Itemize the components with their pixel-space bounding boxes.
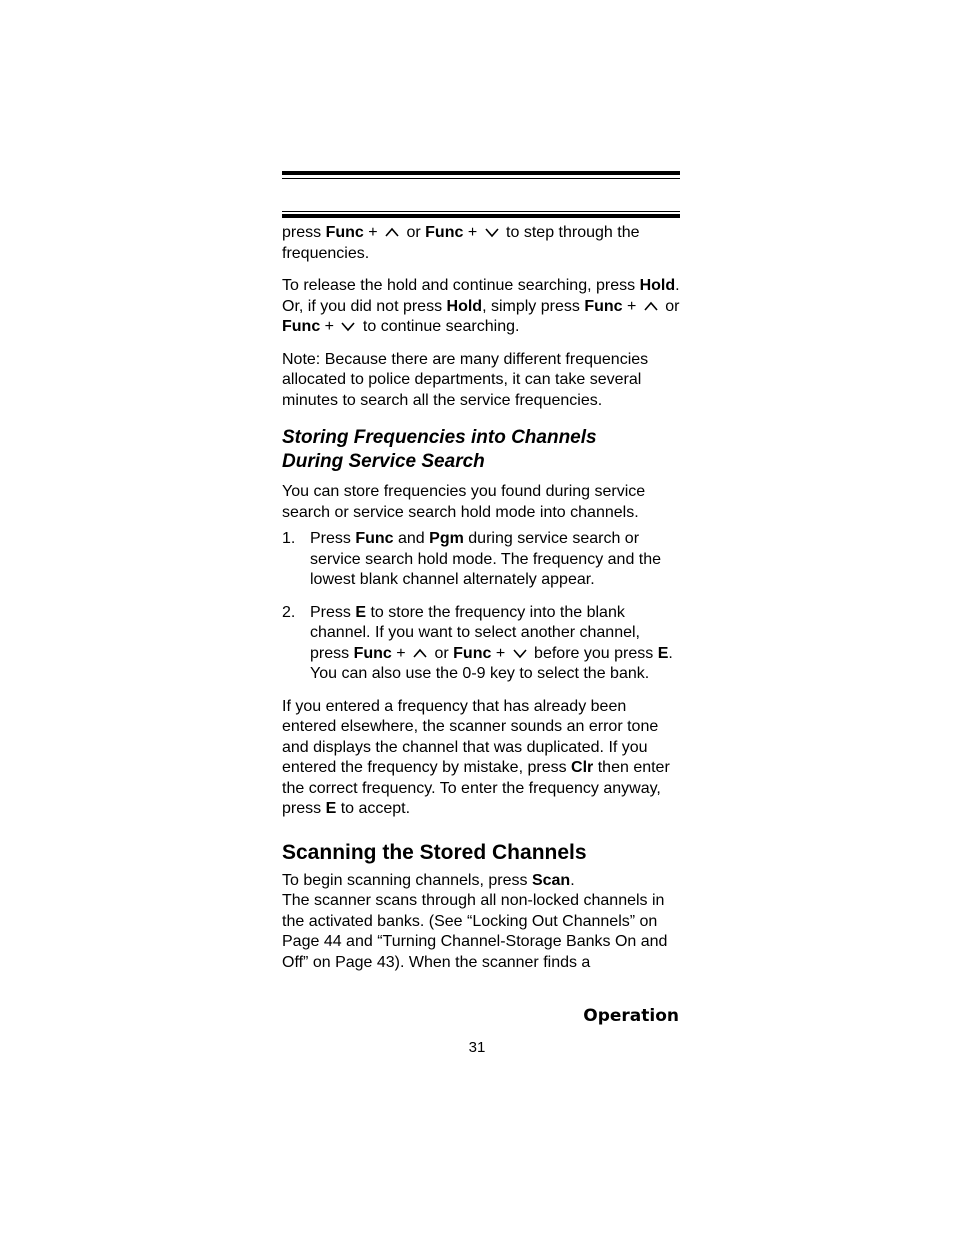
up-arrow-icon — [384, 226, 400, 238]
scan-instruction: To begin scanning channels, press Scan. — [282, 871, 575, 889]
header-rule-thin — [282, 211, 680, 212]
steps-list — [282, 529, 680, 685]
intro-paragraph: You can store frequencies you found during service search or service search hold mode into channels. — [282, 483, 646, 521]
up-arrow-icon — [412, 647, 428, 659]
up-arrow-icon — [643, 300, 659, 312]
header-rule-thick — [282, 214, 680, 218]
list-item: 1. Press Func and Pgm during service search or service search hold mode. The frequency and the lowest blank channel alternately appear. — [282, 530, 662, 588]
footer-section-label: Operation — [583, 1006, 679, 1026]
section-heading: Scanning the Stored Channels — [282, 840, 587, 864]
down-arrow-icon — [340, 320, 356, 332]
top-rule-thin — [282, 178, 680, 179]
paragraph-release-hold: To release the hold and continue searching, press Hold. Or, if you did not press Hold, simply press Func + or Func + to continue searching. — [282, 277, 680, 335]
subsection-heading: Storing Frequencies into Channels During Service Search — [282, 427, 597, 472]
paragraph-step-frequencies: press Func + or Func + to step through the frequencies. — [282, 224, 640, 262]
duplicate-frequency-paragraph: If you entered a frequency that has already been entered elsewhere, the scanner sounds an error tone and displays the channel that was duplicated. If you entered the frequency by mistake, press Clr then enter the correct frequency. To enter the frequency anyway, press E to accept. — [282, 697, 670, 817]
down-arrow-icon — [484, 226, 500, 238]
top-rule-thick — [282, 171, 680, 175]
scan-description: The scanner scans through all non-locked channels in the activated banks. (See “Locking Out Channels” on Page 44 and “Turning Channel-Storage Banks On and Off” on Page 43). When the scanner finds a — [282, 892, 668, 971]
list-item: 2. Press E to store the frequency into the blank channel. If you want to select another channel, press Func + or Func + before you press E. You can also use the 0-9 key to select the bank. — [282, 603, 673, 682]
page-content — [282, 223, 680, 973]
down-arrow-icon — [512, 647, 528, 659]
page-number: 31 — [468, 1039, 486, 1056]
note-paragraph: Note: Because there are many different frequencies allocated to police departments, it can take several minutes to search all the service frequencies. — [282, 350, 649, 409]
